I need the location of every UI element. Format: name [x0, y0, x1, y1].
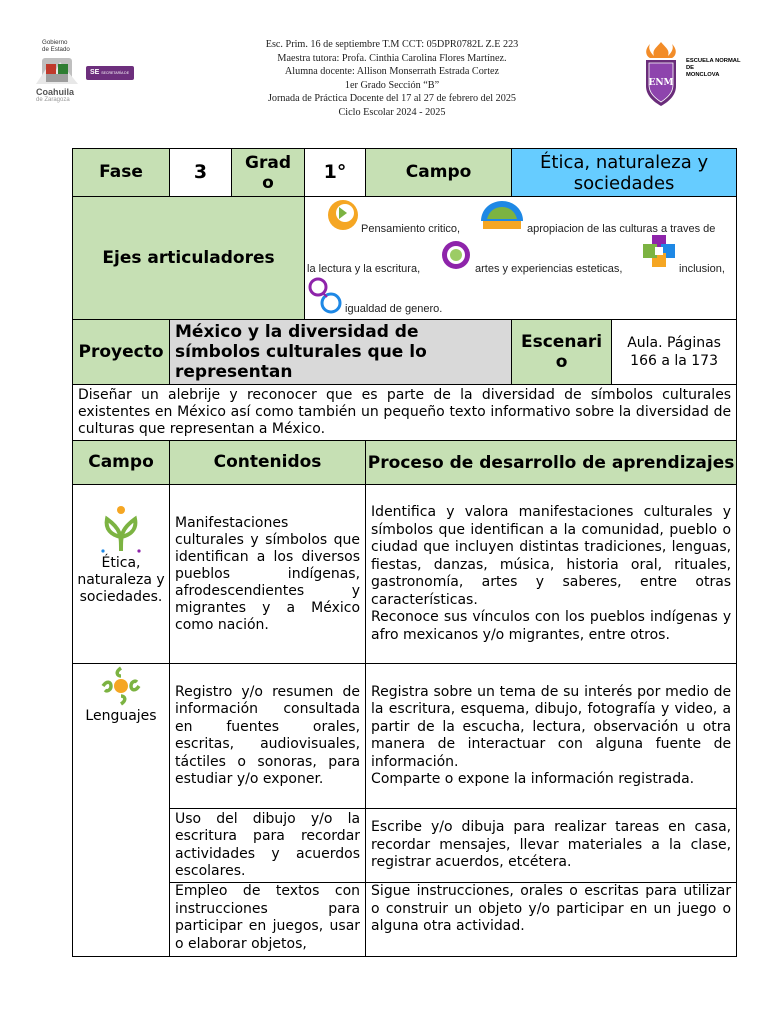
etica-naturaleza-icon [97, 505, 145, 555]
table-row [73, 809, 737, 883]
eje-inclusion: inclusion, [679, 263, 725, 275]
journey-line: Jornada de Práctica Docente del 17 al 27 de febrero del 2025 [267, 93, 517, 105]
col-campo-header: Campo [73, 441, 170, 485]
lenguajes-icon [97, 664, 145, 708]
school-line: Esc. Prim. 16 de septiembre T.M CCT: 05DPR0782L Z.E 223 [265, 39, 519, 50]
tutor-line: Maestra tutora: Profa. Cinthia Carolina Flores Martínez. [277, 52, 507, 64]
proyecto-label: Proyecto [73, 320, 170, 385]
ejes-cell [305, 197, 737, 320]
table-row [73, 664, 737, 809]
enm-logo [636, 38, 748, 110]
col-contenidos-header: Contenidos [170, 441, 366, 485]
grado-value: 1° [305, 149, 366, 197]
eje-artes: artes y experiencias esteticas, [475, 263, 623, 275]
cycle-line: Ciclo Escolar 2024 - 2025 [338, 106, 446, 118]
grade-line: 1er Grado Sección “B” [344, 79, 440, 91]
se-badge: SE SECRETARÍA DE EDUCACIÓN [86, 66, 134, 80]
enm-shield-icon [638, 40, 684, 110]
coat-of-arms-icon [32, 54, 82, 88]
gobierno-coahuila-logo [28, 38, 140, 103]
igualdad-genero-icon [305, 275, 345, 315]
campo-value: Ética, naturaleza y sociedades [512, 149, 737, 197]
escuela-normal-text: ESCUELA NORMAL DE MONCLOVA [686, 58, 741, 78]
ejes-label: Ejes articuladores [73, 197, 305, 320]
student-line: Alumna docente: Allison Monserrath Estrada Cortez [284, 66, 500, 78]
coahuila-text: Coahuila [36, 87, 75, 97]
proceso-cell: Identifica y valora manifestaciones culturales y símbolos que identifican a la comunidad, pueblo o ciudad que incluyen distintas tradiciones, lenguas, fiestas, danzas, música, historia oral, rituales, gastronomía, artes y saberes, entre otras características. Reconoce sus vínculos con los pueblos indígenas y afro mexicanos y/o migrantes, entre otros. [366, 485, 737, 664]
fase-label: Fase [73, 149, 170, 197]
artes-experiencias-icon [439, 237, 473, 273]
zaragoza-text: de Zaragoza [36, 97, 70, 103]
escenario-value: Aula. Páginas 166 a la 173 [612, 320, 737, 385]
eje-apropiacion: apropiacion de las culturas a traves de [527, 223, 716, 235]
col-proceso-header: Proceso de desarrollo de aprendizajes [366, 441, 737, 485]
proyecto-value: México y la diversidad de símbolos culturales que lo representan [170, 320, 512, 385]
apropiacion-culturas-icon [477, 199, 527, 233]
proceso-cell: Escribe y/o dibuja para realizar tareas en casa, recordar mensajes, llevar materiales a la clase, registrar acuerdos, etcétera. [366, 809, 737, 883]
contenido-cell: Uso del dibujo y/o la escritura para recordar actividades y acuerdos escolares. [170, 809, 366, 883]
eje-igualdad: igualdad de genero. [345, 303, 443, 315]
project-description: Diseñar un alebrije y reconocer que es parte de la diversidad de símbolos culturales existentes en México así como también un pequeño texto informativo sobre la diversidad de culturas que representan a México. [73, 385, 737, 441]
campo-etica-cell: Ética, naturaleza y sociedades. [73, 485, 170, 664]
proceso-cell: Sigue instrucciones, orales o escritas para utilizar o construir un objeto y/o participar en un juego o alguna otra actividad. [366, 883, 737, 957]
eje-lectura: la lectura y la escritura, [307, 263, 421, 275]
svg-text:ENM: ENM [648, 78, 674, 88]
gobierno-text: Gobierno de Estado [42, 39, 70, 53]
inclusion-icon [641, 233, 677, 271]
header-info [200, 38, 584, 120]
grado-label: Grad o [232, 149, 305, 197]
campo-lenguajes-cell: Lenguajes [73, 664, 170, 957]
campo-label: Campo [366, 149, 512, 197]
escenario-label: Escenari o [512, 320, 612, 385]
pensamiento-critico-icon [325, 197, 363, 237]
table-row [73, 485, 737, 664]
contenido-cell: Manifestaciones culturales y símbolos que identifican a los diversos pueblos indígenas, afrodescendientes y migrantes y a México como nación. [170, 485, 366, 664]
proceso-cell: Registra sobre un tema de su interés por medio de la escritura, esquema, dibujo, fotografía y video, a partir de la escucha, lectura, observación u otra manera de interactuar con alguna fuente de información. Comparte o expone la información registrada. [366, 664, 737, 809]
planning-table [72, 148, 737, 957]
contenido-cell: Empleo de textos con instrucciones para participar en juegos, usar o elaborar objetos, [170, 883, 366, 957]
eje-pensamiento: Pensamiento critico, [361, 223, 461, 235]
table-row [73, 883, 737, 957]
contenido-cell: Registro y/o resumen de información consultada en fuentes orales, escritas, audiovisuales, táctiles o sonoras, para estudiar y/o exponer. [170, 664, 366, 809]
fase-value: 3 [170, 149, 232, 197]
